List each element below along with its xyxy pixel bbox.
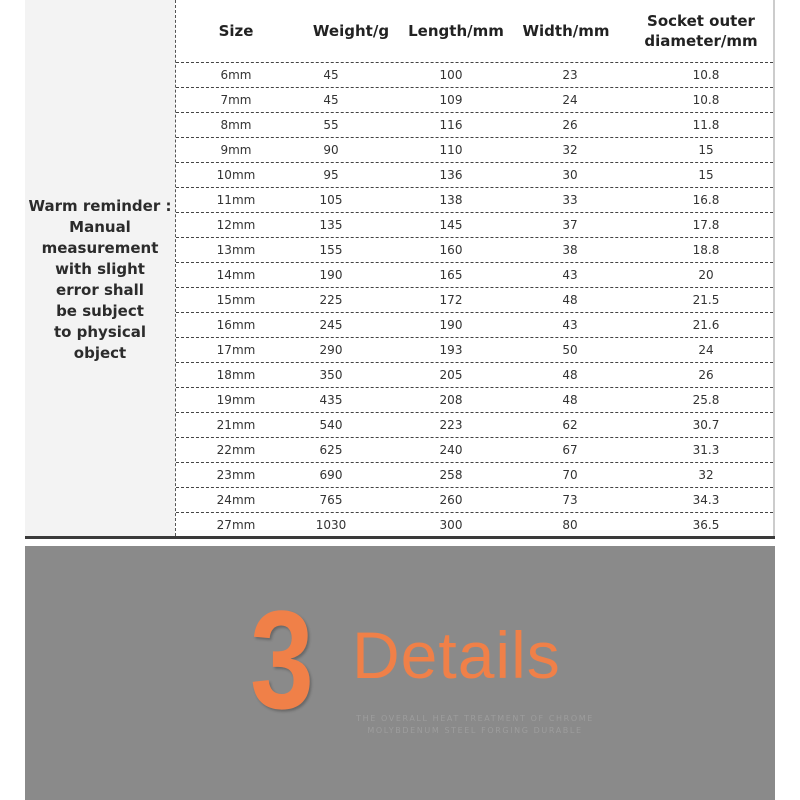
cell-length: 300 [439,518,463,532]
cell-length: 208 [439,393,463,407]
table-row [176,62,773,87]
cell-weight: 45 [323,93,339,107]
cell-width: 50 [562,343,578,357]
cell-weight: 690 [319,468,343,482]
section-title: Details [352,618,561,692]
table-row [176,387,773,412]
table-row [176,137,773,162]
cell-length: 172 [439,293,463,307]
reminder-line: error shall [56,281,144,299]
cell-size: 18mm [216,368,256,382]
cell-width: 48 [562,393,578,407]
cell-width: 48 [562,293,578,307]
table-row [176,112,773,137]
cell-weight: 625 [319,443,343,457]
cell-socket-diameter: 15 [698,143,714,157]
cell-socket-diameter: 17.8 [692,218,720,232]
cell-socket-diameter: 30.7 [692,418,720,432]
header-length: Length/mm [408,22,504,40]
cell-size: 19mm [216,393,256,407]
cell-weight: 245 [319,318,343,332]
cell-size: 17mm [216,343,256,357]
cell-width: 38 [562,243,578,257]
cell-socket-diameter: 11.8 [692,118,720,132]
cell-socket-diameter: 32 [698,468,714,482]
cell-length: 258 [439,468,463,482]
cell-weight: 95 [323,168,339,182]
size-table-header [176,0,773,62]
cell-size: 6mm [220,68,252,82]
table-row [176,412,773,437]
cell-size: 9mm [220,143,252,157]
header-size: Size [218,22,254,40]
cell-length: 138 [439,193,463,207]
cell-weight: 765 [319,493,343,507]
cell-length: 223 [439,418,463,432]
cell-width: 73 [562,493,578,507]
cell-size: 11mm [216,193,256,207]
cell-socket-diameter: 10.8 [692,68,720,82]
cell-size: 21mm [216,418,256,432]
cell-size: 14mm [216,268,256,282]
table-row [176,187,773,212]
cell-weight: 190 [319,268,343,282]
cell-width: 70 [562,468,578,482]
size-table-body [176,62,773,537]
reminder-line: object [73,344,127,362]
cell-length: 110 [439,143,463,157]
cell-size: 13mm [216,243,256,257]
cell-width: 48 [562,368,578,382]
cell-size: 16mm [216,318,256,332]
header-socket-diameter [626,0,776,62]
section-divider [25,536,775,539]
cell-weight: 105 [319,193,343,207]
cell-length: 165 [439,268,463,282]
table-row [176,337,773,362]
warm-reminder-note [25,196,175,364]
cell-socket-diameter: 10.8 [692,93,720,107]
cell-size: 8mm [220,118,252,132]
subtitle-line: THE OVERALL HEAT TREATMENT OF CHROME [356,714,594,723]
table-row [176,487,773,512]
cell-socket-diameter: 25.8 [692,393,720,407]
table-row [176,237,773,262]
cell-width: 33 [562,193,578,207]
reminder-line: with slight [55,260,145,278]
cell-weight: 155 [319,243,343,257]
cell-socket-diameter: 18.8 [692,243,720,257]
cell-length: 109 [439,93,463,107]
cell-weight: 135 [319,218,343,232]
cell-socket-diameter: 16.8 [692,193,720,207]
cell-length: 190 [439,318,463,332]
cell-socket-diameter: 15 [698,168,714,182]
section-subtitle [330,713,620,737]
cell-length: 160 [439,243,463,257]
section-number: 3 [250,581,314,738]
cell-width: 37 [562,218,578,232]
subtitle-line: MOLYBDENUM STEEL FORGING DURABLE [367,726,583,735]
cell-width: 67 [562,443,578,457]
table-row [176,312,773,337]
cell-socket-diameter: 31.3 [692,443,720,457]
cell-socket-diameter: 36.5 [692,518,720,532]
table-row [176,212,773,237]
cell-socket-diameter: 24 [698,343,714,357]
cell-socket-diameter: 21.6 [692,318,720,332]
cell-weight: 290 [319,343,343,357]
cell-size: 23mm [216,468,256,482]
cell-width: 23 [562,68,578,82]
table-row [176,462,773,487]
cell-size: 24mm [216,493,256,507]
cell-width: 24 [562,93,578,107]
cell-length: 205 [439,368,463,382]
cell-length: 193 [439,343,463,357]
table-right-edge [773,0,775,536]
cell-size: 10mm [216,168,256,182]
table-row [176,162,773,187]
table-row [176,87,773,112]
cell-width: 43 [562,268,578,282]
reminder-line: Warm reminder : [28,197,172,215]
cell-length: 136 [439,168,463,182]
cell-weight: 350 [319,368,343,382]
table-row [176,262,773,287]
header-socket-line: Socket outer [647,12,755,30]
cell-weight: 435 [319,393,343,407]
cell-length: 116 [439,118,463,132]
cell-weight: 225 [319,293,343,307]
cell-length: 100 [439,68,463,82]
cell-socket-diameter: 20 [698,268,714,282]
cell-length: 145 [439,218,463,232]
table-row [176,362,773,387]
cell-length: 260 [439,493,463,507]
cell-width: 26 [562,118,578,132]
cell-weight: 90 [323,143,339,157]
header-weight: Weight/g [312,22,390,40]
cell-size: 15mm [216,293,256,307]
cell-width: 62 [562,418,578,432]
cell-socket-diameter: 26 [698,368,714,382]
reminder-line: to physical [53,323,147,341]
header-width: Width/mm [522,22,610,40]
table-row [176,437,773,462]
cell-size: 7mm [220,93,252,107]
cell-width: 43 [562,318,578,332]
cell-weight: 45 [323,68,339,82]
table-row [176,512,773,537]
cell-width: 32 [562,143,578,157]
reminder-line: Manual [69,218,131,236]
cell-size: 22mm [216,443,256,457]
cell-size: 27mm [216,518,256,532]
cell-weight: 1030 [315,518,347,532]
header-socket-line: diameter/mm [644,32,758,50]
cell-width: 80 [562,518,578,532]
reminder-line: measurement [41,239,159,257]
cell-socket-diameter: 34.3 [692,493,720,507]
cell-length: 240 [439,443,463,457]
cell-weight: 540 [319,418,343,432]
cell-width: 30 [562,168,578,182]
cell-weight: 55 [323,118,339,132]
cell-size: 12mm [216,218,256,232]
reminder-line: be subject [56,302,144,320]
table-row [176,287,773,312]
cell-socket-diameter: 21.5 [692,293,720,307]
